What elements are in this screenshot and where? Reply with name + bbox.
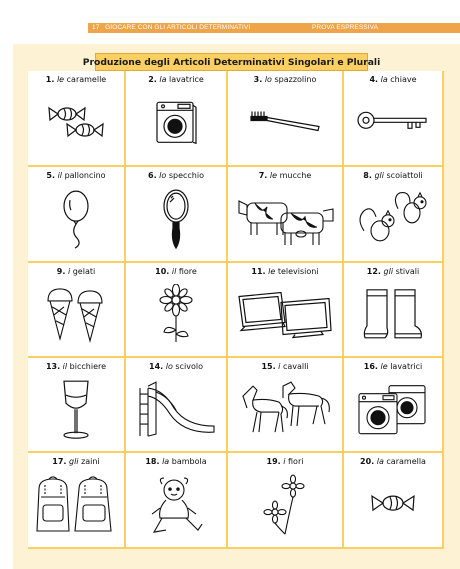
doll-icon [144,474,208,536]
grid-item [344,167,444,263]
grid-item [28,358,126,453]
item-label: 18. la bambola [145,457,207,466]
toothbrush-icon [247,106,323,136]
item-label: 20. la caramella [360,457,426,466]
horses-icon [233,378,337,440]
mirror-icon [162,188,190,250]
flower-icon [156,284,196,344]
grid-item [228,358,344,453]
grid-item [228,167,344,263]
item-label: 15. i cavalli [261,362,309,371]
item-label: 6. lo specchio [148,171,204,180]
cows-icon [233,189,337,249]
grid-item [228,263,344,358]
item-label: 4. la chiave [369,75,417,84]
grid-item [228,453,344,549]
item-label: 10. il fiore [155,267,197,276]
item-label: 2. la lavatrice [148,75,204,84]
grid-item [344,453,444,549]
grid-item [126,71,228,167]
item-label: 5. il palloncino [46,171,106,180]
item-label: 17. gli zaini [52,457,100,466]
item-label: 14. lo scivolo [149,362,203,371]
grid-item [28,263,126,358]
item-label: 11. le televisioni [251,267,319,276]
item-label: 1. le caramelle [45,75,107,84]
washing-machine-icon [154,99,198,145]
item-label: 3. lo spazzolino [253,75,317,84]
grid-item [28,71,126,167]
ice-creams-icon [42,285,110,343]
grid-item [126,167,228,263]
grid-item [126,358,228,453]
grid-item [28,167,126,263]
item-label: 12. gli stivali [366,267,420,276]
item-label: 13. il bicchiere [45,362,107,371]
grid-item [126,453,228,549]
header-test-label: PROVA ESPRESSIVA [312,24,379,31]
header-section-title: 17 GIOCARE CON GLI ARTICOLI DETERMINATIVI [92,24,251,31]
item-label: 16. le lavatrici [363,362,423,371]
key-icon [356,108,430,134]
washing-machines-icon [355,382,431,436]
worksheet-title-box [82,53,381,71]
candy-icon [368,492,418,514]
flowers-icon [263,474,307,536]
item-label: 19. i fiori [266,457,304,466]
slide-icon [134,378,218,440]
item-label: 9. i gelati [56,267,96,276]
boots-icon [361,286,425,342]
grid-item [344,71,444,167]
backpacks-icon [33,475,119,535]
item-label: 7. le mucche [258,171,312,180]
grid-item [344,358,444,453]
grid-item [228,71,344,167]
grid-item [28,453,126,549]
picture-grid [28,71,444,549]
candies-icon [45,102,107,142]
squirrels-icon [354,191,432,247]
worksheet-title: Produzione degli Articoli Determinativi Singolari e Plurali [82,56,381,68]
televisions-icon [235,289,335,339]
glass-icon [60,378,92,442]
item-label: 8. gli scoiattoli [363,171,423,180]
balloon-icon [61,188,91,250]
grid-item [126,263,228,358]
grid-item [344,263,444,358]
